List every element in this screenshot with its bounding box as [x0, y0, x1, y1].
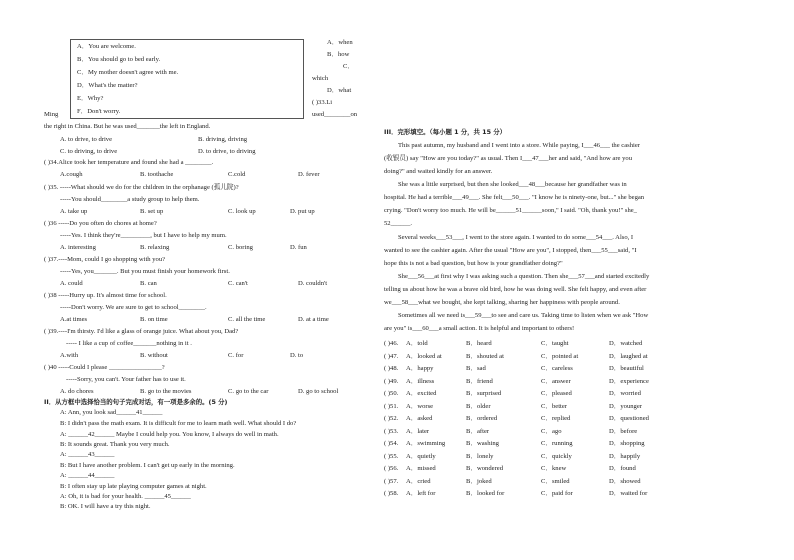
q33-continuation: the right in China. But he was used_______the left in England.	[44, 123, 211, 130]
cloze-option: A．told	[406, 340, 428, 347]
cloze-option: B．lonely	[466, 452, 494, 460]
cloze-option: C．running	[541, 440, 573, 447]
box-option-a: A．You are welcome.	[77, 43, 136, 50]
question-option: A.cough	[60, 171, 83, 178]
question-option: D. go to school	[298, 388, 339, 395]
cloze-option: D．beautiful	[609, 365, 644, 372]
cloze-option: B．after	[466, 427, 490, 435]
passage-line: we___58___what we bought, she kept talking, sharing her happiness with people around.	[384, 299, 620, 306]
question-stem: ( )40 -----Could I please ________________?	[44, 364, 165, 371]
cloze-question-number: ( )50.	[384, 390, 399, 397]
cloze-option: D．waited for	[609, 490, 648, 497]
question-option: C. can't	[228, 280, 248, 287]
question-option: A. interesting	[60, 244, 96, 251]
cloze-question-number: ( )51.	[384, 402, 399, 410]
section-3-title: III．完形填空。（每小题 1 分，共 15 分）	[384, 128, 507, 136]
question-stem: ( )36 -----Do you often do chores at home?	[44, 220, 157, 227]
q33-option: B. driving, driving	[198, 136, 248, 143]
question-stem-2: -----Yes, you_______. But you must finish your homework first.	[60, 268, 230, 275]
dialog-line: B: But I have another problem. I can't get up early in the morning.	[60, 462, 235, 469]
cloze-option: C．pleased	[541, 390, 572, 397]
cloze-option: C．pointed at	[541, 352, 579, 360]
cloze-question-number: ( )55.	[384, 452, 399, 460]
options-box	[70, 39, 304, 119]
box-option-d: D．What's the matter?	[77, 82, 138, 89]
dialog-line: B: It sounds great. Thank you very much.	[60, 441, 170, 448]
cloze-option: B．heard	[466, 340, 492, 347]
q33-opt-c: C．	[343, 63, 354, 70]
dialog-line: A: Oh, it is bad for your health. ______45______	[60, 493, 191, 500]
dialog-line: A: Ann, you look sad______41______	[60, 409, 163, 416]
cloze-question-number: ( )58.	[384, 490, 399, 497]
q33-ming: Ming	[44, 111, 59, 118]
cloze-option: B．sad	[466, 365, 486, 372]
question-option: D. fun	[290, 244, 307, 251]
question-option: C. go to the car	[228, 388, 269, 395]
cloze-option: A．illness	[406, 377, 435, 385]
q33-opt-a: A．when	[327, 39, 353, 46]
cloze-option: D．experience	[609, 377, 649, 385]
question-option: A.at times	[60, 316, 88, 323]
cloze-option: A．looked at	[406, 352, 442, 360]
cloze-option: B．older	[466, 402, 491, 410]
question-option: A.with	[60, 352, 79, 359]
passage-line: hope this is not a bad question, but how is your grandfather doing?"	[384, 260, 563, 267]
passage-line: doing?" and waited kindly for an answer.	[384, 168, 493, 175]
cloze-option: D．before	[609, 427, 638, 435]
passage-line: crying. "Don't worry too much. He will be______51______soon," I said. "Oh, thank you!" she_	[384, 207, 637, 214]
cloze-option: D．shopping	[609, 440, 645, 447]
cloze-option: A．swimming	[406, 440, 446, 447]
cloze-option: D．younger	[609, 402, 642, 410]
passage-line: hospital. He had a terrible___49___. She felt___50___. "I know he is ninety-one, but..." she began	[384, 194, 645, 201]
cloze-option: A．happy	[406, 365, 434, 372]
cloze-option: D．happily	[609, 452, 641, 460]
cloze-option: C．careless	[541, 365, 573, 372]
cloze-question-number: ( )52.	[384, 415, 399, 422]
cloze-option: C．knew	[541, 465, 567, 472]
question-option: C. look up	[228, 208, 256, 215]
question-stem: ( )39.----I'm thirsty. I'd like a glass of orange juice. What about you, Dad?	[44, 328, 239, 335]
passage-line: 52______.	[384, 220, 413, 227]
cloze-option: B．shouted at	[466, 352, 504, 360]
q33-option: A. to drive, to drive	[60, 136, 113, 143]
question-option: A. do chores	[60, 388, 94, 395]
passage-line: wanted to see the cashier again. After the usual "How are you", I stopped, then___55___said, "I	[384, 247, 637, 254]
question-option: B. on time	[140, 316, 168, 323]
question-option: B. set up	[140, 208, 164, 215]
question-option: B. toothache	[140, 171, 174, 178]
q33-opt-d: D．what	[327, 87, 352, 94]
question-stem: ( )38 -----Hurry up. It's almost time for school.	[44, 292, 167, 299]
cloze-question-number: ( )46.	[384, 340, 399, 347]
question-option: D. put up	[290, 208, 315, 215]
question-option: A. take up	[60, 208, 88, 215]
cloze-option: D．laughed at	[609, 352, 648, 360]
question-stem-2: -----You should________a study group to help them.	[60, 196, 200, 203]
passage-line: are you" is___60___a small action. It is helpful and important to others!	[384, 325, 575, 332]
cloze-option: B．washing	[466, 440, 499, 447]
cloze-question-number: ( )49.	[384, 377, 399, 385]
cloze-question-number: ( )56.	[384, 465, 399, 472]
cloze-question-number: ( )47.	[384, 352, 399, 360]
passage-line: Several weeks___53___, I went to the store again. I wanted to do some___54___. Also, I	[398, 234, 634, 241]
passage-line: Sometimes all we need is___59___to see and care us. Taking time to listen when we ask "How	[398, 312, 649, 319]
cloze-option: B．ordered	[466, 415, 498, 422]
cloze-option: D．watched	[609, 340, 643, 347]
question-option: B. relaxing	[140, 244, 170, 251]
box-option-c: C．My mother doesn't agree with me.	[77, 69, 179, 76]
cloze-option: C．ago	[541, 427, 562, 435]
dialog-line: A: ______42______ Maybe I could help you. You know, I always do well in math.	[60, 431, 279, 438]
cloze-option: C．answer	[541, 377, 571, 385]
cloze-option: C．paid for	[541, 490, 573, 497]
dialog-line: A: ______44______	[60, 472, 115, 479]
question-option: C. for	[228, 352, 244, 359]
question-option: C.cold	[228, 171, 246, 178]
box-option-f: F．Don't worry.	[77, 108, 121, 115]
passage-line: (收银员) say "How are you today?" as usual. Then I___47___her and said, "And how are you	[384, 155, 633, 162]
cloze-option: A．asked	[406, 415, 433, 422]
passage-line: She was a little surprised, but then she looked___48___because her grandfather was in	[398, 181, 627, 188]
cloze-option: A．excited	[406, 390, 437, 397]
q33-opt-c-text: which	[312, 75, 329, 82]
cloze-question-number: ( )57.	[384, 477, 399, 485]
cloze-option: A．worse	[406, 402, 434, 410]
question-stem: ( )37.----Mom, could I go shopping with you?	[44, 256, 166, 263]
cloze-option: D．worried	[609, 390, 641, 397]
dialog-line: B: I didn't pass the math exam. It is difficult for me to learn math well. What should I do?	[60, 420, 297, 427]
cloze-option: A．left for	[406, 490, 436, 497]
box-option-e: E．Why?	[77, 95, 104, 102]
passage-line: She___56___at first why I was asking such a question. Then she___57___and started excitedly	[398, 273, 650, 280]
section-2-title: II．从方框中选择恰当的句子完成对话，有一项是多余的。(5 分)	[44, 398, 228, 406]
cloze-option: C．replied	[541, 415, 571, 422]
question-stem: ( )35. -----What should we do for the children in the orphanage (孤儿院)?	[44, 184, 239, 191]
cloze-option: A．quietly	[406, 452, 436, 460]
question-stem-2: ----- I like a cup of coffee_______nothing in it .	[66, 340, 192, 347]
question-option: A. could	[60, 280, 83, 287]
question-option: B. without	[140, 352, 168, 359]
cloze-option: D．questioned	[609, 415, 649, 422]
dialog-line: B: I often stay up late playing computer games at night.	[60, 483, 207, 490]
cloze-option: D．found	[609, 465, 636, 472]
q33-option: C. to driving, to drive	[60, 148, 118, 155]
cloze-option: C．quickly	[541, 452, 572, 460]
question-option: B. go to the movies	[140, 388, 192, 395]
q33-stem: ( )33.Li	[312, 99, 333, 106]
cloze-option: B．surprised	[466, 390, 502, 397]
cloze-option: C．taught	[541, 340, 569, 347]
dialog-line: B: OK. I will have a try this night.	[60, 503, 151, 510]
question-stem-2: -----Don't worry. We are sure to get to school________.	[60, 304, 207, 311]
cloze-option: D．showed	[609, 477, 641, 485]
q33-option: D. to drive, to driving	[198, 148, 256, 155]
question-option: B. can	[140, 280, 157, 287]
cloze-option: C．smiled	[541, 477, 570, 485]
cloze-option: B．joked	[466, 477, 492, 485]
question-option: D. at a time	[298, 316, 329, 323]
passage-line: telling us about how he was a brave old bird, how he was doing well. She felt happy, and even after	[384, 286, 647, 293]
q33-opt-b: B．how	[327, 51, 350, 58]
cloze-question-number: ( )54.	[384, 440, 399, 447]
cloze-option: B．wondered	[466, 465, 503, 472]
question-stem: ( )34.Alice took her temperature and found she had a ________.	[44, 159, 214, 166]
passage-line: This past autumn, my husband and I went into a store. While paying, I___46___ the cashier	[398, 142, 640, 149]
question-stem-2: -----Yes. I think they're_________, but I have to help my mum.	[60, 232, 227, 239]
cloze-option: A．later	[406, 427, 430, 435]
question-stem-2: -----Sorry, you can't. Your father has to use it.	[66, 376, 186, 383]
dialog-line: A: ______43______	[60, 451, 115, 458]
question-option: D. couldn't	[298, 280, 328, 287]
cloze-question-number: ( )53.	[384, 427, 399, 435]
question-option: D. fever	[298, 171, 320, 178]
cloze-question-number: ( )48.	[384, 365, 399, 372]
cloze-option: C．better	[541, 402, 568, 410]
q33-stem-2: used________on	[312, 111, 358, 118]
question-option: C. all the time	[228, 316, 266, 323]
question-option: D. to	[290, 352, 304, 359]
cloze-option: B．looked for	[466, 490, 505, 497]
cloze-option: B．friend	[466, 377, 493, 385]
question-option: C. boring	[228, 244, 253, 251]
cloze-option: A．cried	[406, 477, 431, 485]
cloze-option: A．missed	[406, 465, 436, 472]
box-option-b: B．You should go to bed early.	[77, 56, 161, 63]
